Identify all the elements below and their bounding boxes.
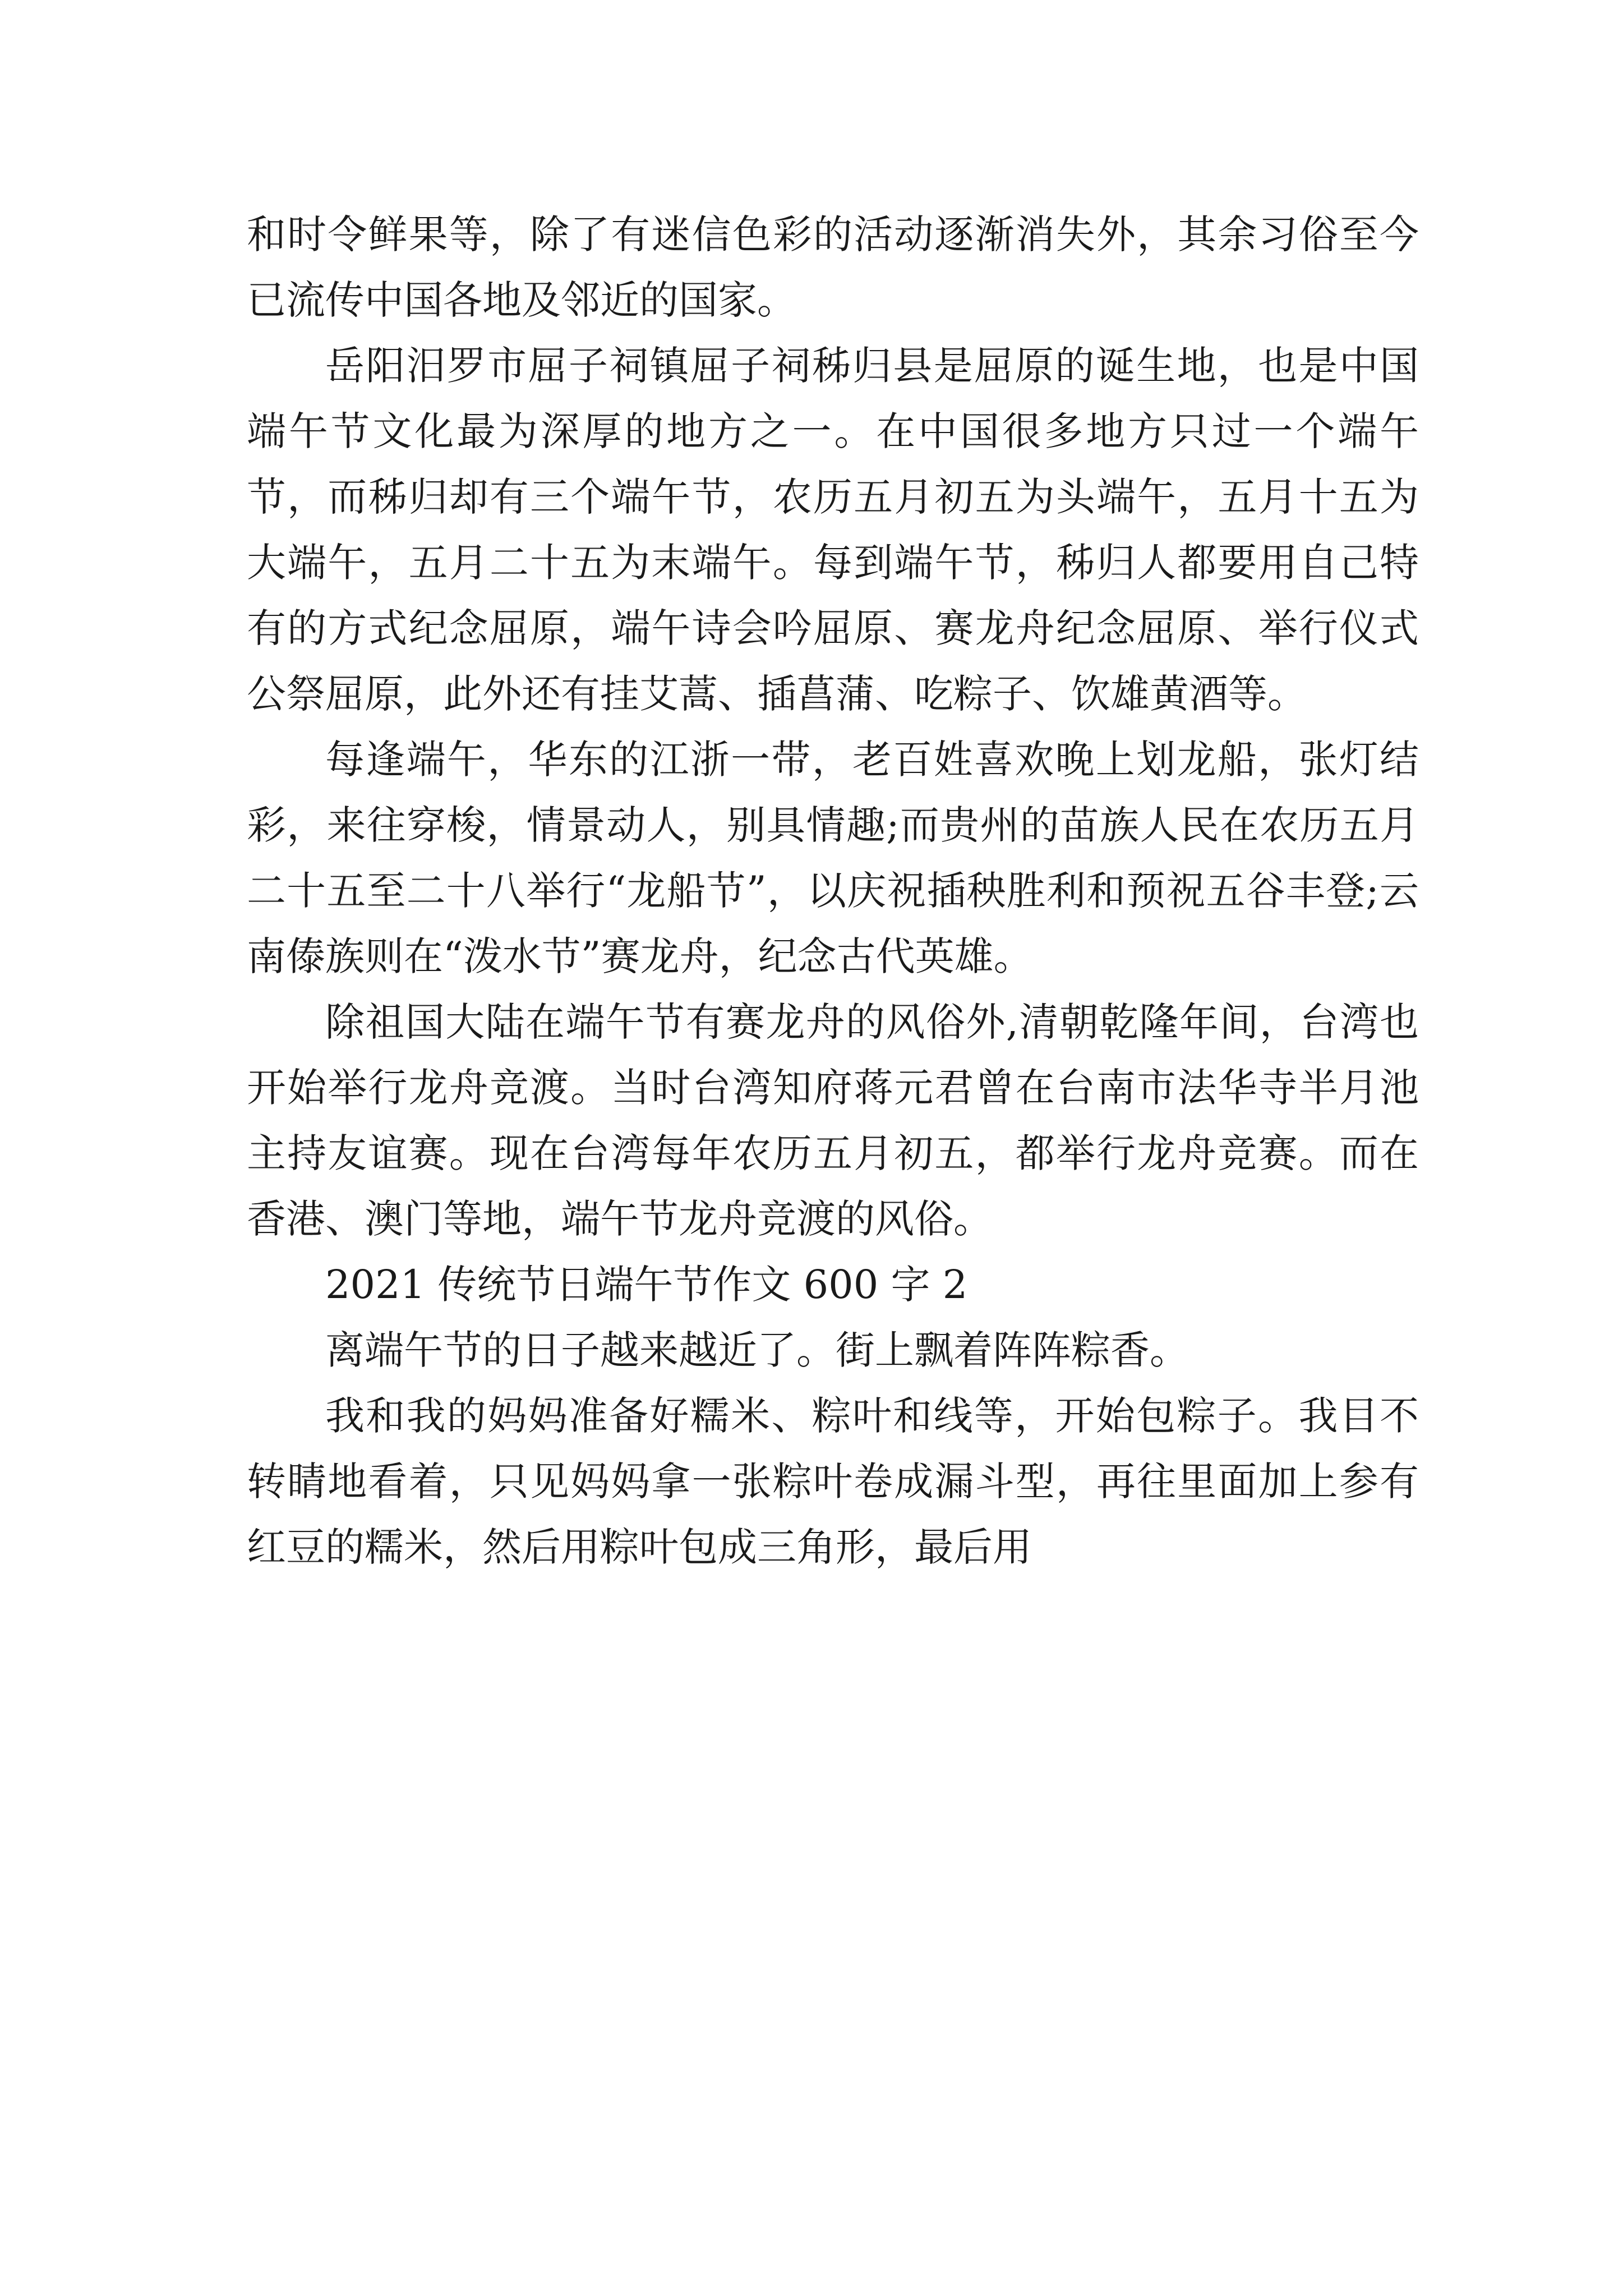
document-body [247, 202, 1419, 1580]
paragraph-intro: 离端午节的日子越来越近了。街上飘着阵阵粽香。 [325, 1327, 1189, 1373]
paragraph-zongzi: 我和我的妈妈准备好糯米、粽叶和线等，开始包粽子。我目不转睛地看着，只见妈妈拿一张粽叶卷成漏斗型，再往里面加上参有红豆的糯米，然后用粽叶包成三角形，最后用 [247, 1393, 1419, 1570]
essay-heading: 2021 传统节日端午节作文 600 字 2 [325, 1262, 968, 1308]
paragraph-continuation: 和时令鲜果等，除了有迷信色彩的活动逐渐消失外，其余习俗至今已流传中国各地及邻近的国家。 [247, 211, 1419, 323]
paragraph-taiwan: 除祖国大陆在端午节有赛龙舟的风俗外,清朝乾隆年间，台湾也开始举行龙舟竞渡。当时台湾知府蒋元君曾在台南市法华寺半月池主持友谊赛。现在台湾每年农历五月初五，都举行龙舟竞赛。而在香港、澳门等地，端午节龙舟竞渡的风俗。 [247, 999, 1419, 1242]
paragraph-zigui: 岳阳汨罗市屈子祠镇屈子祠秭归县是屈原的诞生地，也是中国端午节文化最为深厚的地方之一。在中国很多地方只过一个端午节，而秭归却有三个端午节，农历五月初五为头端午，五月十五为大端午，五月二十五为末端午。每到端午节，秭归人都要用自己特有的方式纪念屈原，端午诗会吟屈原、赛龙舟纪念屈原、举行仪式公祭屈原，此外还有挂艾蒿、插菖蒲、吃粽子、饮雄黄酒等。 [247, 343, 1419, 717]
paragraph-huadong: 每逢端午，华东的江浙一带，老百姓喜欢晚上划龙船，张灯结彩，来往穿梭，情景动人，别具情趣;而贵州的苗族人民在农历五月二十五至二十八举行“龙船节”，以庆祝插秧胜利和预祝五谷丰登;云南傣族则在“泼水节”赛龙舟，纪念古代英雄。 [247, 737, 1419, 979]
